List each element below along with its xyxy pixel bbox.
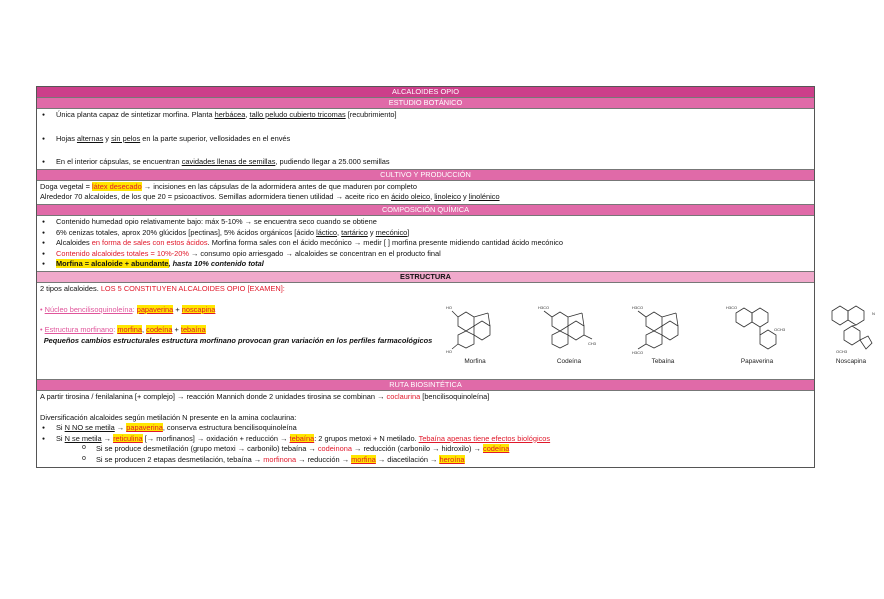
- highlight: papaverina: [126, 423, 163, 433]
- text: tartárico: [341, 227, 368, 237]
- text-line: • Núcleo bencilisoquinoleína: papaverina + noscapina: [40, 304, 216, 314]
- text: en forma de sales con estos ácidos: [91, 238, 208, 248]
- highlight: Morfina = alcaloide + abundante: [56, 259, 169, 269]
- text: en la parte superior, vellosidades en el envés: [140, 133, 291, 143]
- text: , conserva estructura bencilisoquinoleína: [162, 423, 297, 433]
- text: ácido oleico: [391, 192, 431, 202]
- text: ]: [407, 227, 410, 237]
- text: Tebaína apenas tiene efectos biológicos: [418, 433, 551, 443]
- text: 6% cenizas totales, aprox 20% glúcidos [pectinas], 5% ácidos orgánicos [ácido: [56, 227, 317, 237]
- text: →: [114, 423, 127, 433]
- svg-text:H3CO: H3CO: [632, 349, 644, 355]
- highlight: tebaína: [180, 325, 206, 335]
- botanico-section: [37, 109, 814, 170]
- svg-text:OCH3: OCH3: [836, 348, 848, 354]
- text: Si se producen 2 etapas desmetilación, tebaína →: [96, 454, 264, 464]
- composicion-section: [37, 216, 814, 272]
- text: ,: [337, 227, 342, 237]
- text: Estructura morfinano: [44, 325, 114, 335]
- bullet-item: [40, 249, 811, 260]
- highlight: codeína: [146, 325, 173, 335]
- text: Contenido alcaloides totales = 10%-20%: [56, 248, 189, 258]
- codeina-structure-icon: [538, 299, 600, 355]
- svg-text:HO: HO: [446, 304, 452, 310]
- noscapina-structure-icon: [820, 299, 882, 355]
- text-line: Diversificación alcaloides según metilación N presente en la amina coclaurina:: [40, 412, 297, 422]
- text: → diacetilación →: [375, 454, 440, 464]
- text: sin pelos: [111, 133, 141, 143]
- bullet-item: ● Contenido humedad opio relativamente bajo: máx 5-10% → se encuentra seco cuando se obtiene: [40, 217, 811, 228]
- text: :: [132, 304, 137, 314]
- sub-bullet-item: [40, 455, 811, 466]
- section-title-composicion: COMPOSICIÓN QUÍMICA: [37, 205, 814, 216]
- text: N NO se metila: [64, 423, 115, 433]
- svg-text:N: N: [872, 310, 875, 316]
- text: [recubrimiento]: [345, 110, 397, 119]
- bullet-item: [40, 238, 811, 249]
- text: tallo peludo cubierto tricomas: [249, 110, 346, 119]
- text: linoleico: [434, 192, 461, 202]
- text: y: [460, 192, 469, 202]
- molecule-figures: [442, 299, 884, 368]
- text: → reducción (carbonilo → hidroxilo) →: [351, 444, 483, 454]
- morfina-structure-icon: [444, 299, 506, 355]
- sub-bullet-item: [40, 444, 811, 455]
- alkaloids-table: [36, 86, 875, 468]
- text: morfinona: [263, 454, 297, 464]
- svg-text:H3CO: H3CO: [538, 304, 550, 310]
- text: LOS 5 CONSTITUYEN ALCALOIDES OPIO: [100, 283, 246, 293]
- section-title-ruta: RUTA BIOSINTÉTICA: [37, 380, 814, 391]
- text: +: [173, 304, 182, 314]
- text: ,: [245, 110, 250, 119]
- text: codeinona: [317, 444, 352, 454]
- text: → reducción →: [296, 454, 352, 464]
- text-line: • Estructura morfinano: morfina, codeína + tebaína: [40, 325, 206, 335]
- bullet-item: [40, 228, 811, 239]
- highlight: reticulina: [113, 433, 143, 443]
- highlight: látex desecado: [91, 181, 142, 191]
- highlight: codeína: [483, 444, 510, 454]
- text: Si: [56, 423, 65, 433]
- text: y: [103, 133, 112, 143]
- bullet-item: [40, 110, 811, 121]
- molecule-codeina: [536, 299, 602, 368]
- text: linolénico: [468, 192, 500, 202]
- text: mecónico: [375, 227, 408, 237]
- text: : 2 grupos metoxi + N metilado.: [314, 433, 419, 443]
- text-line: [40, 182, 811, 193]
- molecule-label: Tebaína: [651, 357, 675, 365]
- text: →: [101, 433, 114, 443]
- text: N se metila: [64, 433, 102, 443]
- text-line: [40, 284, 440, 295]
- svg-text:H3CO: H3CO: [726, 304, 738, 310]
- bullet-item: [40, 259, 811, 270]
- text: . Morfina forma sales con el ácido mecónico → medir [ ] morfina presente midiendo cantidad ácido mecónico: [207, 238, 563, 248]
- text-line: [40, 392, 811, 403]
- tebaina-structure-icon: [632, 299, 694, 355]
- bullet-item: [40, 157, 811, 168]
- text: alternas: [76, 133, 104, 143]
- section-title-botanico: ESTUDIO BOTÁNICO: [37, 98, 814, 109]
- text: A partir tirosina / fenilalanina [+ complejo] → reacción Mannich donde 2 unidades tirosina se combinan →: [40, 391, 387, 401]
- svg-text:OCH3: OCH3: [774, 326, 786, 332]
- text: Núcleo bencilisoquinoleína: [44, 304, 133, 314]
- ruta-section: [37, 391, 814, 467]
- highlight: papaverina: [136, 304, 174, 314]
- molecule-papaverina: [724, 299, 790, 368]
- main-title: ALCALOIDES OPIO: [37, 87, 814, 98]
- bullet-item: [40, 434, 811, 445]
- text: [EXAMEN]:: [245, 283, 285, 293]
- section-title-estructura: ESTRUCTURA: [37, 272, 814, 283]
- text: , pudiendo llegar a 25.000 semillas: [275, 157, 390, 167]
- molecule-label: Noscapina: [835, 357, 867, 365]
- highlight: morfina: [351, 454, 376, 464]
- text-line: [40, 192, 811, 203]
- molecule-label: Papaverina: [740, 357, 774, 365]
- cultivo-section: [37, 181, 814, 205]
- section-title-cultivo: CULTIVO Y PRODUCCIÓN: [37, 170, 814, 181]
- highlight: noscapina: [181, 304, 216, 314]
- text: cavidades llenas de semillas: [181, 157, 276, 167]
- papaverina-structure-icon: [726, 299, 788, 355]
- svg-text:HO: HO: [446, 348, 452, 354]
- bullet-item: [40, 134, 811, 145]
- text: coclaurina: [386, 391, 421, 401]
- molecule-noscapina: [818, 299, 884, 368]
- molecule-tebaina: [630, 299, 696, 368]
- text: Doga vegetal =: [40, 181, 92, 191]
- text: Única planta capaz de sintetizar morfina. Planta: [56, 110, 215, 119]
- text: Si: [56, 433, 65, 443]
- text: y: [367, 227, 376, 237]
- text: láctico: [316, 227, 338, 237]
- text: → incisiones en las cápsulas de la adormidera antes de que maduren por completo: [141, 181, 417, 191]
- text: , hasta 10% contenido total: [168, 259, 264, 269]
- text: Si se produce desmetilación (grupo metoxi → carbonilo) tebaína →: [96, 444, 318, 454]
- molecule-label: Codeína: [556, 357, 582, 365]
- text: :: [113, 325, 118, 335]
- highlight: heroína: [439, 454, 465, 464]
- molecule-label: Morfina: [464, 357, 486, 365]
- estructura-section: [37, 283, 875, 380]
- svg-text:H3CO: H3CO: [632, 304, 644, 310]
- text: ,: [430, 192, 435, 202]
- highlight: morfina: [117, 325, 143, 335]
- text: → consumo opio arriesgado → alcaloides se concentran en el producto final: [188, 248, 441, 258]
- highlight: tebaína: [289, 433, 315, 443]
- estructura-text: [40, 284, 440, 346]
- svg-text:CH3: CH3: [588, 340, 597, 346]
- text: Alcaloides: [56, 238, 92, 248]
- molecule-morfina: [442, 299, 508, 368]
- note: Pequeños cambios estructurales estructura morfinano provocan gran variación en los perfiles farmacológicos: [43, 335, 433, 345]
- text: herbácea: [214, 110, 246, 119]
- text: [→ morfinanos] → oxidación + reducción →: [142, 433, 290, 443]
- text: En el interior cápsulas, se encuentran: [56, 157, 182, 167]
- text: Hojas: [56, 133, 77, 143]
- text: 2 tipos alcaloides.: [40, 283, 101, 293]
- text: Alrededor 70 alcaloides, de los que 20 = psicoactivos. Semillas adormidera tienen utilidad → aceite rico en: [40, 192, 392, 202]
- text: ,: [142, 325, 147, 335]
- text: [bencilisoquinoleína]: [420, 391, 490, 401]
- text: +: [172, 325, 181, 335]
- bullet-item: [40, 423, 811, 434]
